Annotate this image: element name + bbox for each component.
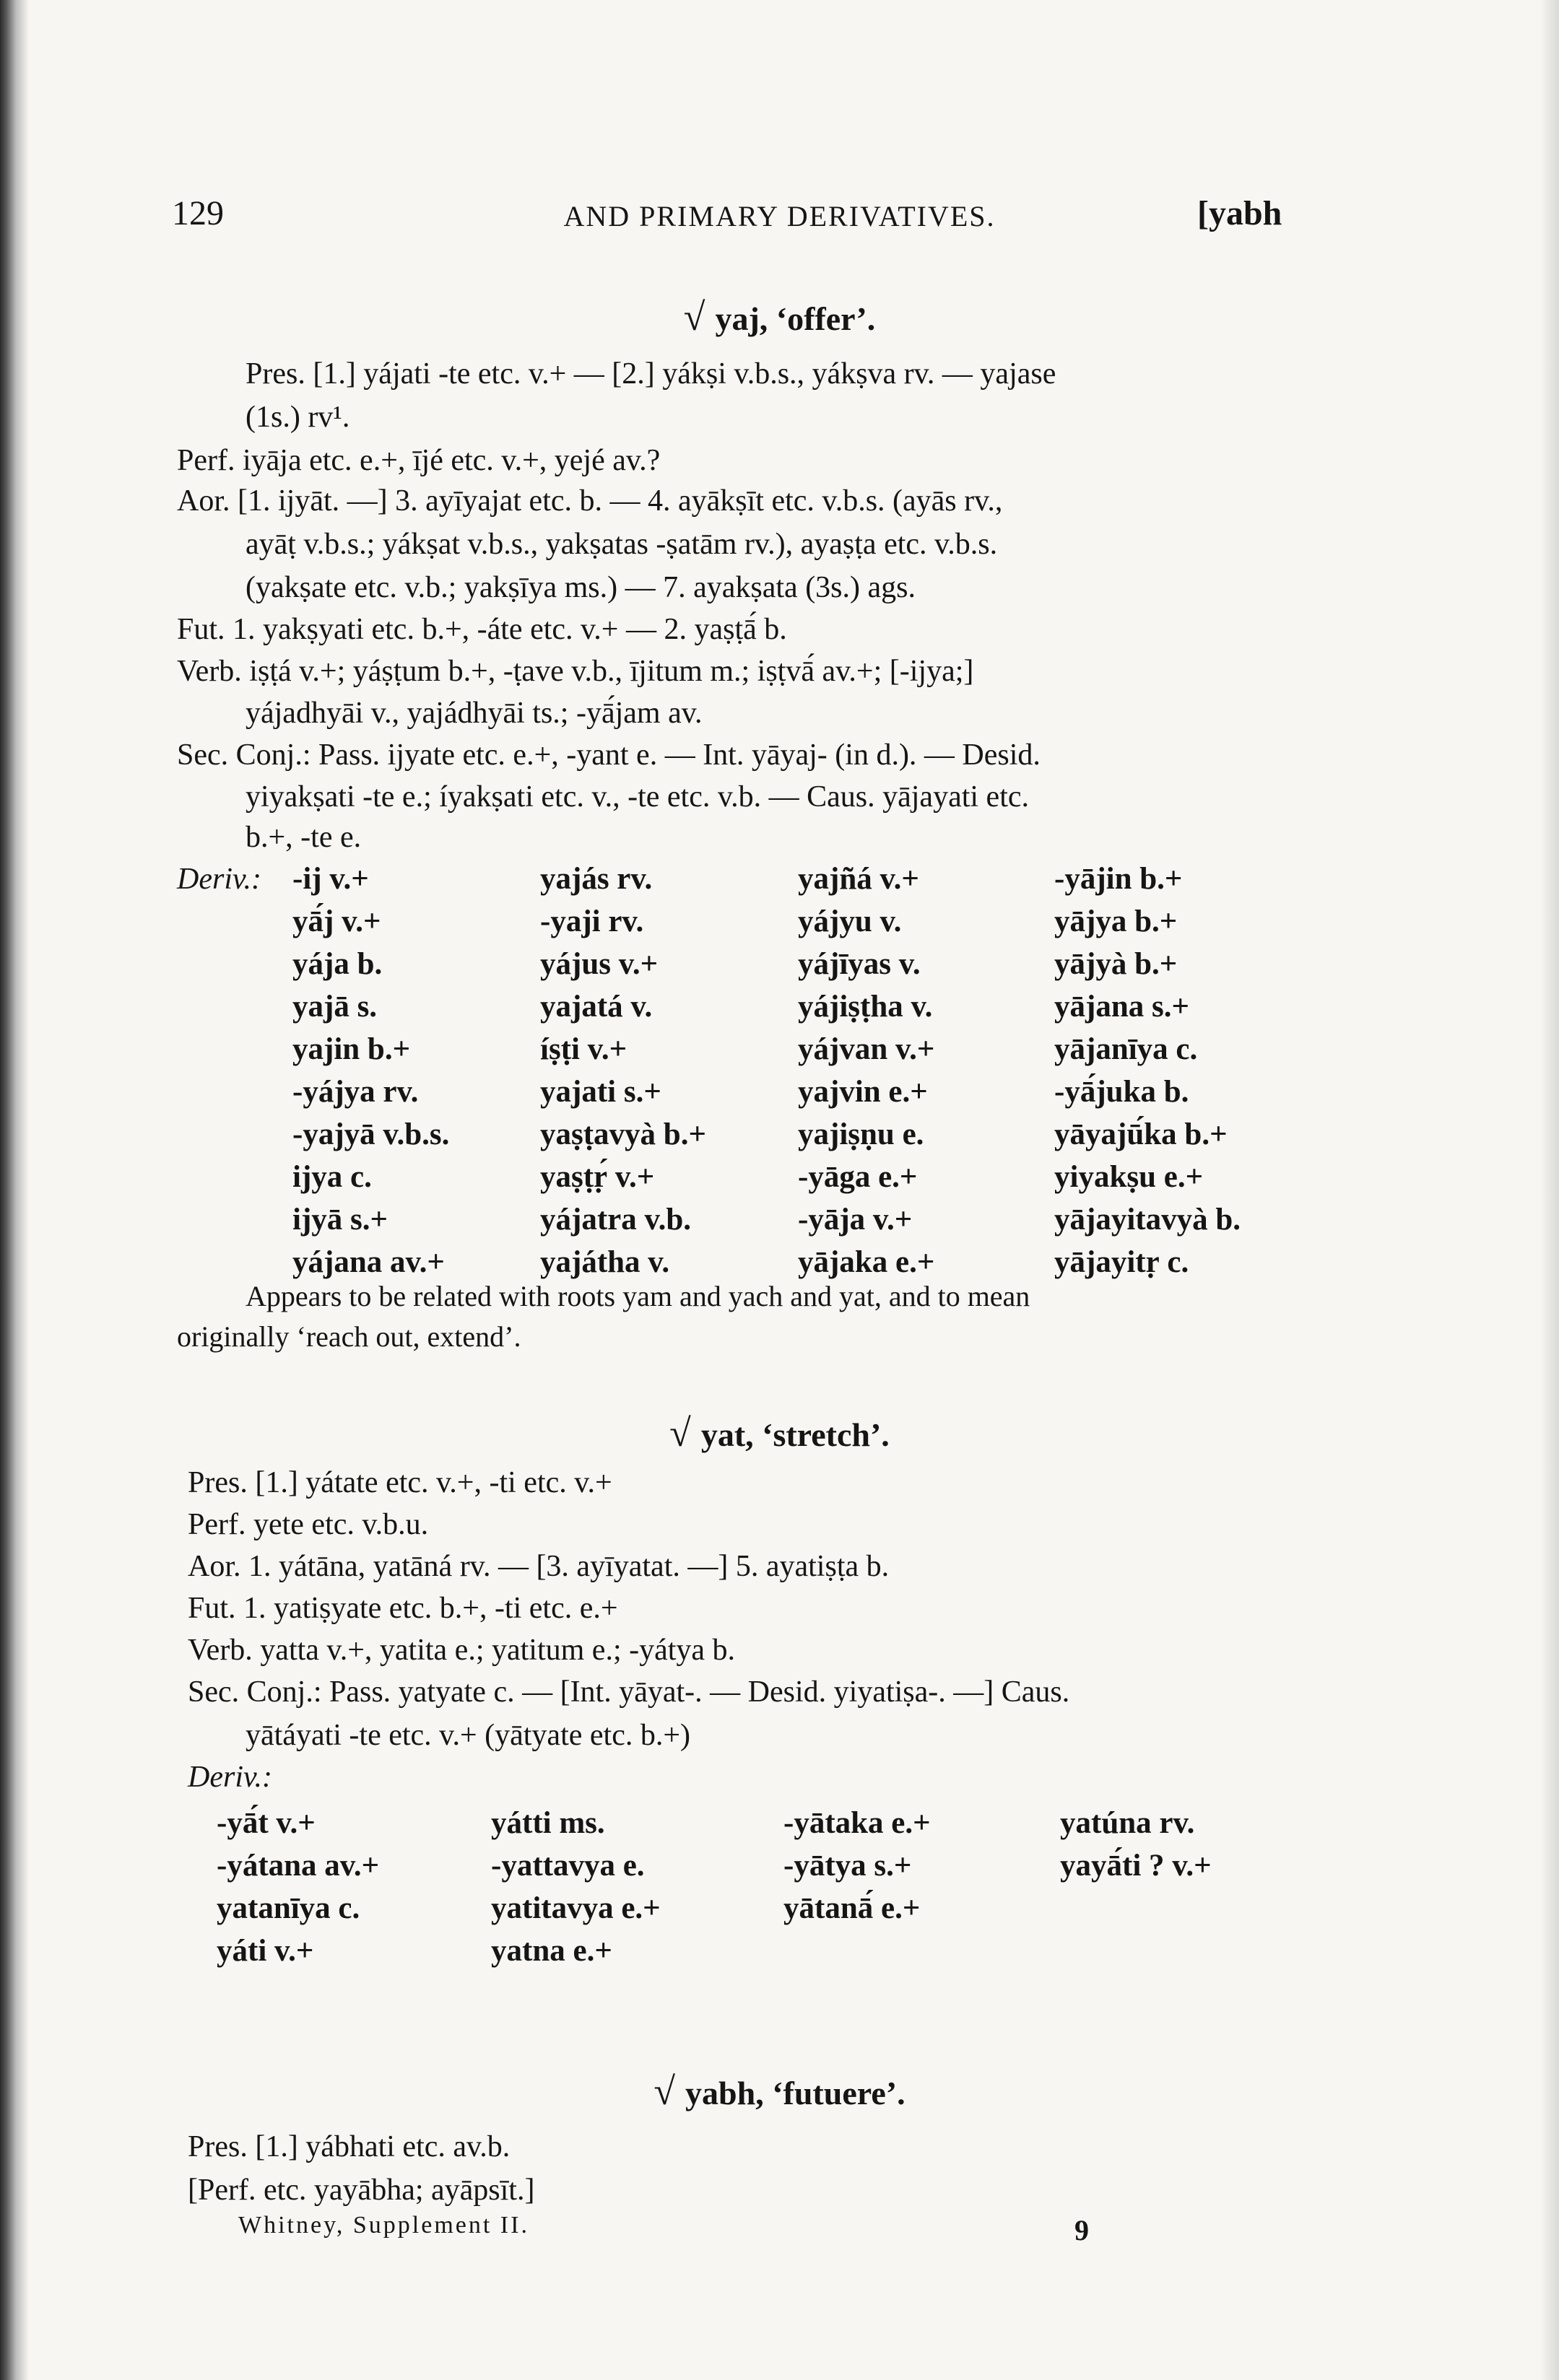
scan-right-edge — [1540, 0, 1559, 2380]
page-number: 129 — [172, 194, 224, 232]
deriv-item: yájyu v. — [798, 905, 902, 938]
deriv-item: yā́j v.+ — [292, 905, 381, 938]
deriv-item: yájiṣṭha v. — [798, 990, 933, 1024]
entry-line: Pres. [1.] yábhati etc. av.b. — [188, 2130, 511, 2163]
deriv-item: yajā s. — [292, 990, 378, 1024]
deriv-item: -yátana av.+ — [217, 1849, 380, 1883]
deriv-item: yájana av.+ — [292, 1245, 445, 1279]
deriv-item: íṣṭi v.+ — [540, 1032, 627, 1066]
deriv-item: -yā́t v.+ — [217, 1806, 316, 1840]
deriv-column-2 — [540, 858, 706, 1283]
deriv-column-1 — [217, 1802, 379, 1972]
root-heading-yat: √ yat, ‘stretch’. — [669, 1411, 890, 1455]
entry-line: Perf. yete etc. v.b.u. — [188, 1508, 429, 1541]
deriv-item: yajñá v.+ — [798, 862, 919, 896]
deriv-item: yájatra v.b. — [540, 1203, 692, 1237]
deriv-item: -yātaka e.+ — [783, 1806, 931, 1840]
deriv-item: -yāja v.+ — [798, 1203, 913, 1237]
deriv-item: -yāga e.+ — [798, 1160, 918, 1194]
deriv-item: yajiṣṇu e. — [798, 1117, 924, 1151]
deriv-item: yājaka e.+ — [798, 1245, 935, 1279]
deriv-column-3 — [798, 858, 934, 1283]
deriv-item: yaṣṭṛ́ v.+ — [540, 1160, 655, 1194]
deriv-item: yatanīya c. — [217, 1891, 360, 1925]
deriv-item: yáti v.+ — [217, 1934, 314, 1968]
deriv-column-4 — [1054, 858, 1241, 1283]
deriv-item: yájus v.+ — [540, 947, 659, 981]
entry-line: ayāṭ v.b.s.; yákṣat v.b.s., yakṣatas -ṣatām rv.), ayaṣṭa etc. v.b.s. — [246, 528, 998, 561]
entry-line: Perf. iyāja etc. e.+, ījé etc. v.+, yejé av.? — [177, 444, 661, 477]
deriv-item: yatúna rv. — [1060, 1806, 1195, 1840]
entry-line: Fut. 1. yatiṣyate etc. b.+, -ti etc. e.+ — [188, 1592, 618, 1625]
deriv-item: yája b. — [292, 947, 383, 981]
deriv-item: -yattavya e. — [491, 1849, 645, 1883]
deriv-item: -yā́juka b. — [1054, 1075, 1189, 1109]
root-heading-yaj: √ yaj, ‘offer’. — [683, 295, 876, 339]
deriv-item: yiyakṣu e.+ — [1054, 1160, 1204, 1194]
entry-line: yiyakṣati -te e.; íyakṣati etc. v., -te etc. v.b. — Caus. yājayati etc. — [246, 780, 1030, 814]
root-sign-icon: √ — [669, 1411, 691, 1455]
root-sign-icon: √ — [653, 2070, 676, 2113]
entry-line: (yakṣate etc. v.b.; yakṣīya ms.) — 7. ayakṣata (3s.) ags. — [246, 571, 916, 604]
deriv-item: yaṣṭavyà b.+ — [540, 1117, 706, 1151]
deriv-item: yajvin e.+ — [798, 1075, 928, 1109]
deriv-item: -ij v.+ — [292, 862, 369, 896]
deriv-item: -yájya rv. — [292, 1075, 419, 1109]
deriv-column-1 — [292, 858, 449, 1283]
deriv-item: yājya b.+ — [1054, 905, 1178, 938]
entry-line: b.+, -te e. — [246, 821, 362, 854]
entry-line: Sec. Conj.: Pass. yatyate c. — [Int. yāyat-. — Desid. yiyatiṣa-. —] Caus. — [188, 1675, 1070, 1709]
entry-line: (1s.) rv¹. — [246, 401, 350, 434]
entry-line: Verb. yatta v.+, yatita e.; yatitum e.; -yátya b. — [188, 1634, 736, 1667]
entry-line: Pres. [1.] yátate etc. v.+, -ti etc. v.+ — [188, 1466, 612, 1499]
deriv-item: yāyajū́ka b.+ — [1054, 1117, 1228, 1151]
deriv-item: yātanā́ e.+ — [783, 1891, 921, 1925]
entry-line: Aor. 1. yátāna, yatāná rv. — [3. ayīyatat. —] 5. ayatiṣṭa b. — [188, 1550, 890, 1583]
deriv-label: Deriv.: — [188, 1761, 272, 1794]
deriv-item: -yātya s.+ — [783, 1849, 912, 1883]
etymology-note: Appears to be related with roots yam and yach and yat, and to mean — [246, 1280, 1030, 1312]
deriv-item: -yajyā v.b.s. — [292, 1117, 450, 1151]
deriv-item: yajatá v. — [540, 990, 653, 1024]
entry-line: yájadhyāi v., yajádhyāi ts.; -yā́jam av. — [246, 697, 703, 730]
deriv-item: yájvan v.+ — [798, 1032, 935, 1066]
deriv-item: yājana s.+ — [1054, 990, 1189, 1024]
deriv-item: yājayitavyà b. — [1054, 1203, 1241, 1237]
deriv-item: yatitavya e.+ — [491, 1891, 661, 1925]
deriv-item: yājyà b.+ — [1054, 947, 1178, 981]
entry-line: yātáyati -te etc. v.+ (yātyate etc. b.+) — [246, 1719, 691, 1752]
root-heading-yabh: √ yabh, ‘futuere’. — [653, 2070, 906, 2113]
entry-line: Verb. iṣṭá v.+; yáṣṭum b.+, -ṭave v.b., ījitum m.; iṣṭvā́ av.+; [-ijya;] — [177, 655, 974, 688]
deriv-item: yátti ms. — [491, 1806, 605, 1840]
deriv-item: yajin b.+ — [292, 1032, 411, 1066]
deriv-label: Deriv.: — [177, 863, 261, 896]
deriv-item: yājayitṛ c. — [1054, 1245, 1189, 1279]
entry-line: Aor. [1. ijyāt. —] 3. ayīyajat etc. b. — 4. ayākṣīt etc. v.b.s. (ayās rv., — [177, 484, 1003, 518]
root-sign-icon: √ — [683, 295, 705, 339]
entry-line: Sec. Conj.: Pass. ijyate etc. e.+, -yant e. — Int. yāyaj- (in d.). — Desid. — [177, 738, 1041, 772]
deriv-column-3 — [783, 1802, 931, 1930]
deriv-item: -yājin b.+ — [1054, 862, 1183, 896]
etymology-note: originally ‘reach out, extend’. — [177, 1320, 521, 1353]
deriv-item: yájīyas v. — [798, 947, 921, 981]
deriv-item: ijyā s.+ — [292, 1203, 388, 1237]
deriv-item: yayā́ti ? v.+ — [1060, 1849, 1212, 1883]
signature-mark: 9 — [1074, 2214, 1089, 2246]
deriv-column-4 — [1060, 1802, 1212, 1887]
entry-line: Pres. [1.] yájati -te etc. v.+ — [2.] yákṣi v.b.s., yákṣva rv. — yajase — [246, 357, 1056, 391]
deriv-item: yājanīya c. — [1054, 1032, 1198, 1066]
scan-binding-shadow — [0, 0, 29, 2380]
footer-credit: Whitney, Supplement II. — [238, 2212, 529, 2239]
deriv-item: ijya c. — [292, 1160, 372, 1194]
entry-line: [Perf. etc. yayābha; ayāpsīt.] — [188, 2174, 535, 2207]
deriv-item: yajati s.+ — [540, 1075, 661, 1109]
deriv-item: yajátha v. — [540, 1245, 670, 1279]
deriv-column-2 — [491, 1802, 661, 1972]
deriv-item: -yaji rv. — [540, 905, 644, 938]
running-title: AND PRIMARY DERIVATIVES. — [563, 200, 996, 232]
section-marker: [yabh — [1197, 194, 1282, 232]
entry-line: Fut. 1. yakṣyati etc. b.+, -áte etc. v.+ — 2. yaṣṭā́ b. — [177, 613, 787, 646]
deriv-item: yajás rv. — [540, 862, 653, 896]
deriv-item: yatna e.+ — [491, 1934, 612, 1968]
